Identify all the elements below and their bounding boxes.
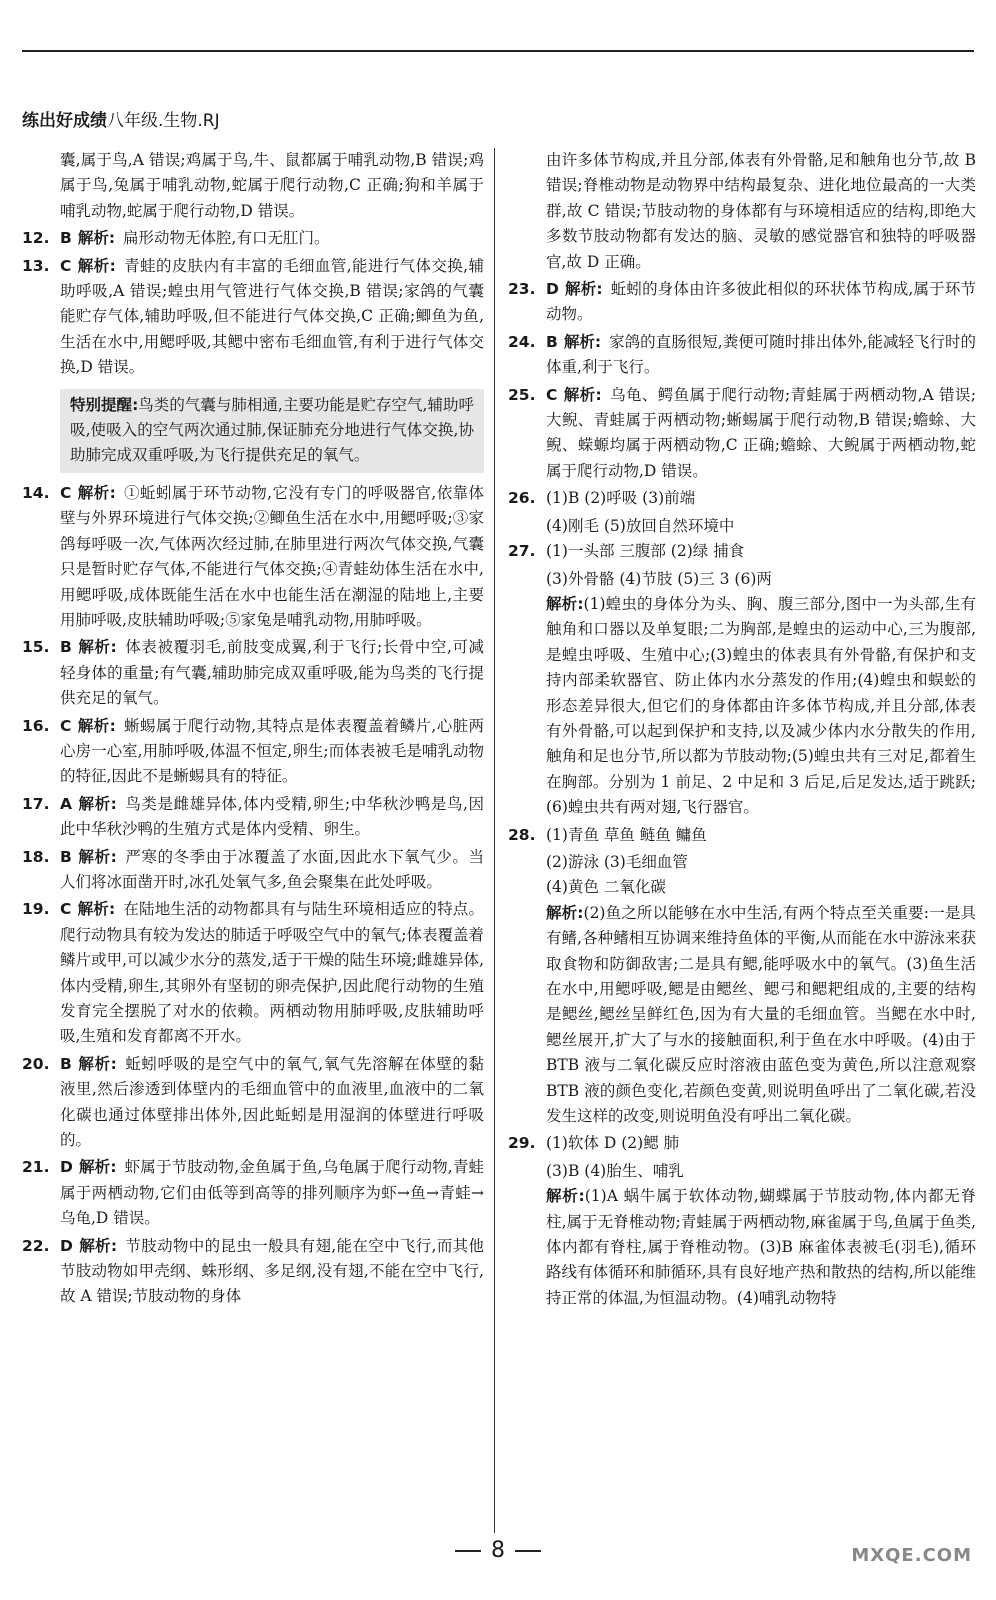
page-header: [22, 106, 220, 131]
explanation-text: (1)青鱼 草鱼 鲢鱼 鳙鱼: [546, 825, 707, 844]
question-number: 20.: [22, 1054, 50, 1073]
explanation: [508, 901, 976, 1130]
explanation-text: 虾属于节肢动物,金鱼属于鱼,乌龟属于爬行动物,青蛙属于两栖动物,它们由低等到高等的排列顺序为虾→鱼→青蛙→乌龟,D 错误。: [60, 1158, 484, 1228]
answer-item: [22, 845, 484, 896]
question-number: 12.: [22, 229, 50, 248]
explanation-label: 解析:: [78, 1236, 118, 1255]
answer-item: [508, 1131, 976, 1156]
column-divider: [494, 148, 495, 1533]
explanation-text: ①蚯蚓属于环节动物,它没有专门的呼吸器官,依靠体壁与外界环境进行气体交换;②鲫鱼生活在水中,用鳃呼吸;③家鸽每呼吸一次,气体两次经过肺,在肺里进行两次气体交换,气囊只是暂时贮存气体,不能进行气体交换;④青蛙幼体生活在水中,用鳃呼吸,成体既能生活在水中也能生活在潮湿的陆地上,主要用肺呼吸,皮肤辅助呼吸;⑤家兔是哺乳动物,用肺呼吸。: [60, 483, 484, 629]
explanation-label: 解析:: [77, 638, 117, 657]
explanation-label: 解析:: [563, 332, 602, 351]
explanation-label: 解析:: [563, 385, 602, 404]
explanation-text: 乌龟、鳄鱼属于爬行动物;青蛙属于两栖动物,A 错误;大鲵、青蛙属于两栖动物;蜥蜴属于爬行动物,B 错误;蟾蜍、大鲵、蝾螈均属于两栖动物,C 正确;蟾蜍、大鲵属于两栖动物,蛇属于爬行动物,D 错误。: [546, 385, 976, 480]
answer-choice: B: [60, 229, 72, 248]
explanation-label: 解析:: [77, 1054, 117, 1073]
answer-choice: B: [60, 1054, 72, 1073]
explanation-text: 体表被覆羽毛,前肢变成翼,利于飞行;长骨中空,可减轻身体的重量;有气囊,辅助肺完成双重呼吸,能为鸟类的飞行提供充足的氧气。: [60, 638, 484, 708]
tip-text: 鸟类的气囊与肺相通,主要功能是贮存空气,辅助呼吸,使吸入的空气两次通过肺,保证肺充分地进行气体交换,协助肺完成双重呼吸,为飞行提供充足的氧气。: [70, 395, 474, 465]
continued-text: 囊,属于鸟,A 错误;鸡属于鸟,牛、鼠都属于哺乳动物,B 错误;鸡属于鸟,兔属于哺乳动物,蛇属于爬行动物,C 正确;狗和羊属于哺乳动物,蛇属于爬行动物,D 错误。: [60, 151, 484, 220]
explanation-text: (1)一头部 三腹部 (2)绿 捕食: [546, 542, 745, 561]
answer-item: [508, 330, 976, 381]
answer-choice: D: [546, 280, 559, 299]
right-column: [508, 148, 976, 1313]
page-number-dash-left: [455, 1550, 481, 1552]
explanation-label: 解析:: [77, 716, 116, 735]
page-number-text: 8: [491, 1538, 505, 1563]
explanation-text: 扁形动物无体腔,有口无肛门。: [123, 229, 330, 248]
explanation-text: 节肢动物中的昆虫一般具有翅,能在空中飞行,而其他节肢动物如甲壳纲、蛛形纲、多足纲,没有翅,不能在空中飞行,故 A 错误;节肢动物的身体: [60, 1236, 485, 1306]
answer-line: (3)B (4)胎生、哺乳: [546, 1161, 684, 1180]
answer-item: [508, 823, 976, 848]
explanation-label: 解析:: [77, 847, 117, 866]
explanation-label: 解析:: [546, 903, 584, 922]
explanation-text: 青蛙的皮肤内有丰富的毛细血管,能进行气体交换,辅助呼吸,A 错误;蝗虫用气管进行气体交换,B 错误;家鸽的气囊能贮存气体,辅助呼吸,但不能进行气体交换,C 正确;鲫鱼为鱼,生活在水中,用鳃呼吸,其鳃中密布毛细血管,有利于进行气体交换,D 错误。: [60, 256, 484, 377]
answer-item: [508, 277, 976, 328]
question-number: 27.: [508, 542, 536, 561]
question-number: 23.: [508, 280, 536, 299]
explanation-text: (1)蝗虫的身体分为头、胸、腹三部分,图中一为头部,生有触角和口器以及单复眼;二为胸部,是蝗虫的运动中心,三为腹部,是蝗虫呼吸、生殖中心;(3)蝗虫的体表具有外骨骼,有保护和支持内部柔软器官、防止体内水分蒸发的作用;(4)蝗虫和蜈蚣的形态差异很大,但它们的身体都由许多体节构成,并且分部,体表有外骨骼,可以起到保护和支持,以及减少体内水分散失的作用,触角和足也分节,所以都为节肢动物;(5)蝗虫共有三对足,都着生在胸部。分别为 1 前足、2 中足和 3 后足,后足发达,适于跳跃;(6)蝗虫共有两对翅,飞行器官。: [546, 594, 976, 817]
answer-item: [22, 792, 484, 843]
answer-choice: C: [60, 483, 72, 502]
answer-choice: C: [60, 900, 72, 919]
answer-item: [22, 1234, 484, 1310]
explanation-label: 解析:: [78, 1158, 117, 1177]
page-number-dash-right: [515, 1550, 541, 1552]
question-number: 21.: [22, 1158, 50, 1177]
explanation-text: (1)A 蜗牛属于软体动物,蝴蝶属于节肢动物,体内都无脊柱,属于无脊椎动物;青蛙属于两栖动物,麻雀属于鸟,鱼属于鱼类,体内都有脊柱,属于脊椎动物。(3)B 麻雀体表被毛(羽毛),循环路线有体循环和肺循环,具有良好地产热和散热的结构,所以能维持正常的体温,为恒温动物。(4)哺乳动物特: [546, 1187, 976, 1307]
question-number: 22.: [22, 1236, 50, 1255]
explanation-text: 蚯蚓的身体由许多彼此相似的环状体节构成,属于环节动物。: [546, 280, 976, 324]
special-tip-box: [60, 389, 484, 473]
answer-item: [22, 897, 484, 1049]
book-subtitle: 八年级.生物.RJ: [107, 111, 220, 131]
explanation-label: 解析:: [564, 280, 603, 299]
answer-choice: C: [60, 256, 72, 275]
answer-choice: C: [60, 716, 72, 735]
answer-item: [22, 1155, 484, 1231]
answer-item: [508, 539, 976, 564]
question-number: 15.: [22, 638, 50, 657]
explanation-text: 家鸽的直肠很短,粪便可随时排出体外,能减轻飞行时的体重,利于飞行。: [546, 332, 976, 377]
question-number: 28.: [508, 825, 536, 844]
question-number: 16.: [22, 716, 50, 735]
page-number: [0, 1538, 996, 1563]
explanation-text: 在陆地生活的动物都具有与陆生环境相适应的特点。爬行动物具有较为发达的肺适于呼吸空气中的氧气;体表覆盖着鳞片或甲,可以减少水分的蒸发,适于干燥的陆生环境;雌雄异体,体内受精,卵生,其卵外有坚韧的卵壳保护,因此爬行动物的生殖发育完全摆脱了对水的依赖。两栖动物用肺呼吸,皮肤辅助呼吸,生殖和发育都离不开水。: [60, 900, 484, 1046]
answer-item: [22, 635, 484, 711]
answer-line: (3)外骨骼 (4)节肢 (5)三 3 (6)两: [546, 569, 772, 588]
explanation-text: 鸟类是雌雄异体,体内受精,卵生;中华秋沙鸭是鸟,因此中华秋沙鸭的生殖方式是体内受精、卵生。: [60, 794, 484, 839]
answer-item: [22, 254, 484, 381]
answer-choice: B: [60, 847, 72, 866]
answer-line: (4)黄色 二氧化碳: [546, 878, 666, 897]
answer-item: [22, 226, 484, 251]
answer-choice: A: [60, 794, 72, 813]
watermark: MXQE.COM: [851, 1545, 972, 1566]
question-number: 26.: [508, 489, 536, 508]
explanation-text: 蚯蚓呼吸的是空气中的氧气,氧气先溶解在体壁的黏液里,然后渗透到体壁内的毛细血管中的血液里,血液中的二氧化碳也通过体壁排出体外,因此蚯蚓是用湿润的体壁进行呼吸的。: [60, 1054, 484, 1150]
answer-choice: B: [60, 638, 72, 657]
answer-item: [22, 481, 484, 633]
question-number: 13.: [22, 256, 50, 275]
question-number: 29.: [508, 1134, 536, 1153]
question-number: 17.: [22, 794, 50, 813]
answer-item: [22, 1052, 484, 1154]
explanation-text: 严寒的冬季由于冰覆盖了水面,因此水下氧气少。当人们将冰面凿开时,冰孔处氧气多,鱼会聚集在此处呼吸。: [60, 847, 484, 891]
question-number: 24.: [508, 332, 536, 351]
explanation-text: (2)鱼之所以能够在水中生活,有两个特点至关重要:一是具有鳍,各种鳍相互协调来维持鱼体的平衡,从而能在水中游泳来获取食物和防御敌害;二是具有鳃,能呼吸水中的氧气。(3)鱼生活在水中,用鳃呼吸,鳃是由鳃丝、鳃弓和鳃耙组成的,主要的结构是鳃丝,鳃丝呈鲜红色,因为有大量的毛细血管。当鳃在水中时,鳃丝展开,扩大了与水的接触面积,利于鱼在水中呼吸。(4)由于 BTB 液与二氧化碳反应时溶液由蓝色变为黄色,所以注意观察 BTB 液的颜色变化,若颜色变黄,则说明鱼呼出了二氧化碳,若没发生这样的改变,则说明鱼没有呼出二氧化碳。: [546, 903, 976, 1126]
question-number: 25.: [508, 385, 536, 404]
answer-choice: D: [60, 1236, 73, 1255]
answer-choice: D: [60, 1158, 73, 1177]
explanation-label: 解析:: [77, 900, 116, 919]
explanation-text: 蜥蜴属于爬行动物,其特点是体表覆盖着鳞片,心脏两心房一心室,用肺呼吸,体温不恒定,卵生;而体表被毛是哺乳动物的特征,因此不是蜥蜴具有的特征。: [60, 716, 484, 786]
explanation-label: 解析:: [77, 483, 116, 502]
left-column: [22, 148, 484, 1312]
explanation-label: 解析:: [77, 229, 116, 248]
continued-text: 由许多体节构成,并且分部,体表有外骨骼,足和触角也分节,故 B 错误;脊椎动物是动物界中结构最复杂、进化地位最高的一大类群,故 C 错误;节肢动物的身体都有与环境相适应的结构,即绝大多数节肢动物都有发达的脑、灵敏的感觉器官和独特的呼吸器官,故 D 正确。: [546, 151, 976, 271]
question-number: 14.: [22, 483, 50, 502]
question-number: 18.: [22, 847, 50, 866]
answer-choice: C: [546, 385, 558, 404]
top-rule: [22, 50, 974, 52]
explanation-label: 解析:: [78, 794, 117, 813]
answer-line: (2)游泳 (3)毛细血管: [546, 852, 688, 871]
answer-choice: B: [546, 332, 558, 351]
explanation-label: 解析:: [77, 256, 116, 275]
answer-item: [22, 714, 484, 790]
explanation: [508, 592, 976, 821]
answer-line: (4)刚毛 (5)放回自然环境中: [546, 516, 735, 535]
explanation-label: 解析:: [546, 1187, 585, 1206]
explanation-text: (1)软体 D (2)鳃 肺: [546, 1134, 680, 1153]
tip-label: 特别提醒:: [70, 395, 139, 414]
book-brand: 练出好成绩: [22, 111, 107, 131]
explanation-text: (1)B (2)呼吸 (3)前端: [546, 489, 696, 508]
question-number: 19.: [22, 900, 50, 919]
explanation: [508, 1184, 976, 1311]
answer-item: [508, 486, 976, 511]
explanation-label: 解析:: [546, 594, 584, 613]
answer-item: [508, 383, 976, 485]
